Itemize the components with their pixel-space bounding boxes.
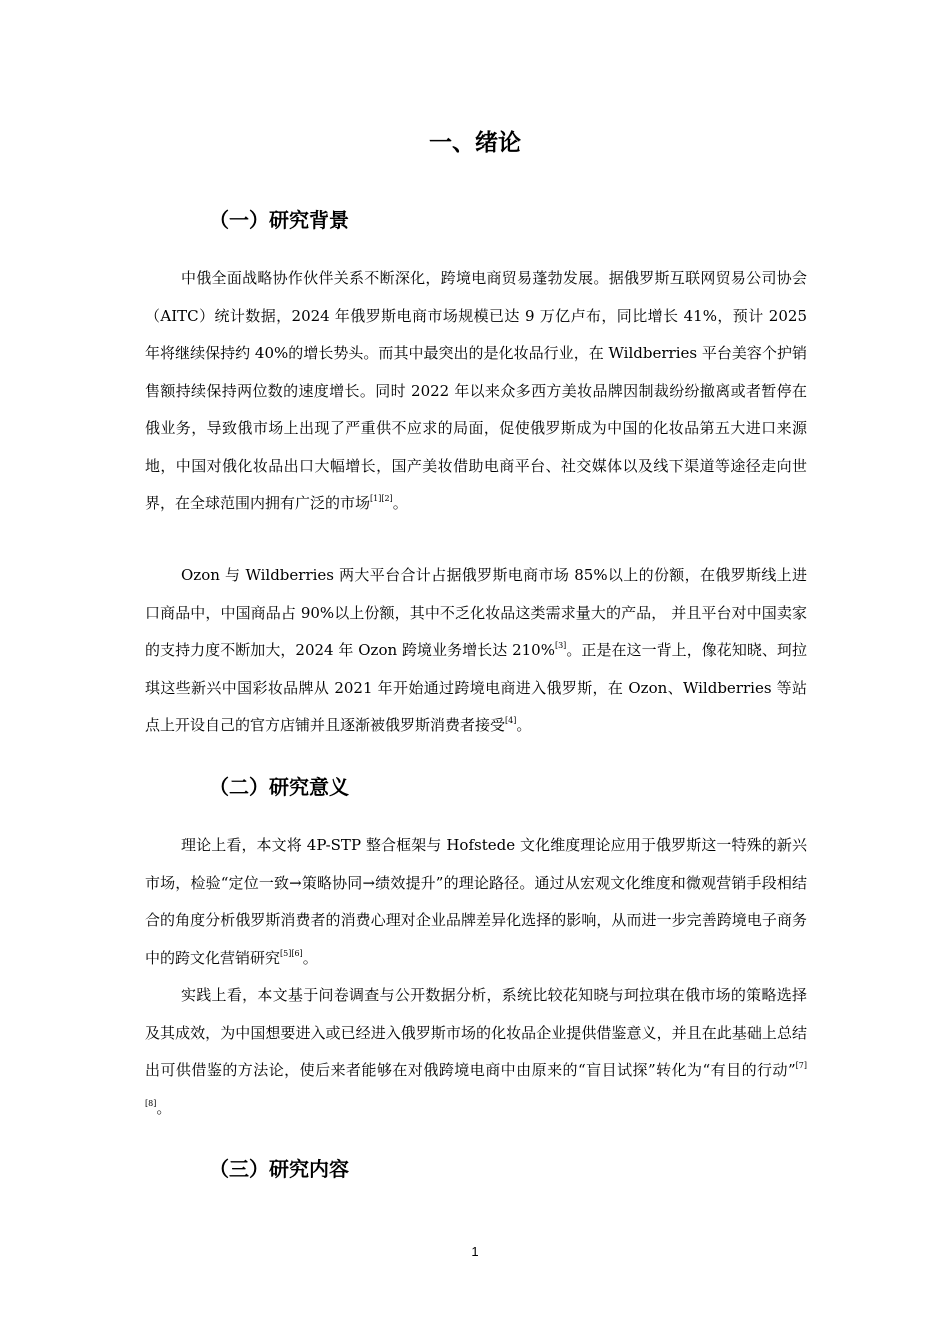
paragraph-text: 实践上看，本文基于问卷调查与公开数据分析，系统比较花知晓与珂拉琪在俄市场的策略选择及其成效，为中国想要进入或已经进入俄罗斯市场的化妆品企业提供借鉴意义，并且在此基础上总结出可供借鉴的方法论，使后来者能够在对俄跨境电商中由原来的“盲目试探”转化为“有目的行动” [145, 986, 807, 1079]
paragraph-tail: 。 [156, 1098, 172, 1117]
paragraph-text: 中俄全面战略协作伙伴关系不断深化，跨境电商贸易蓬勃发展。据俄罗斯互联网贸易公司协会（AITC）统计数据，2024 年俄罗斯电商市场规模已达 9 万亿卢布，同比增长 41%，预计 2025 年将继续保持约 40%的增长势头。而其中最突出的是化妆品行业，在 Wildberries 平台美容个护销售额持续保持两位数的速度增长。同时 2022 年以来众多西方美妆品牌因制裁纷纷撤离或者暂停在俄业务，导致俄市场上出现了严重供不应求的局面，促使俄罗斯成为中国的化妆品第五大进口来源地，中国对俄化妆品出口大幅增长，国产美妆借助电商平台、社交媒体以及线下渠道等途径走向世界，在全球范围内拥有广泛的市场 [145, 269, 807, 512]
section-heading-content: （三）研究内容 [209, 1157, 349, 1181]
chapter-title: 一、绪论 [429, 130, 521, 156]
paragraph-background-1 [145, 260, 807, 523]
section-heading-background: （一）研究背景 [209, 208, 349, 232]
paragraph-tail: 。 [302, 948, 318, 967]
paragraph-background-2 [145, 557, 807, 745]
citation-ref: [7][8] [145, 1061, 807, 1108]
citation-ref: [5][6] [280, 948, 303, 958]
paragraph-tail: 。 [392, 494, 408, 512]
citation-ref: [4] [505, 716, 517, 725]
paragraph-text: Ozon 与 Wildberries 两大平台合计占据俄罗斯电商市场 85%以上的份额，在俄罗斯线上进口商品中，中国商品占 90%以上份额，其中不乏化妆品这类需求量大的产品， 并且平台对中国卖家的支持力度不断加大，2024 年 Ozon 跨境业务增长达 210% [145, 566, 807, 659]
citation-ref: [1][2] [370, 494, 393, 503]
paragraph-tail: 。 [516, 716, 532, 734]
paragraph-text-continued: 。正是在这一背上，像花知晓、珂拉琪这些新兴中国彩妆品牌从 2021 年开始通过跨境电商进入俄罗斯，在 Ozon、Wildberries 等站点上开设自己的官方店铺并且逐渐被俄罗斯消费者接受 [145, 641, 807, 734]
citation-ref: [3] [554, 641, 567, 650]
page-number: 1 [471, 1244, 479, 1259]
paragraph-significance-2 [145, 977, 807, 1127]
section-heading-significance: （二）研究意义 [209, 775, 349, 799]
paragraph-significance-1 [145, 827, 807, 977]
paragraph-text: 理论上看，本文将 4P-STP 整合框架与 Hofstede 文化维度理论应用于俄罗斯这一特殊的新兴市场，检验“定位一致→策略协同→绩效提升”的理论路径。通过从宏观文化维度和微观营销手段相结合的角度分析俄罗斯消费者的消费心理对企业品牌差异化选择的影响，从而进一步完善跨境电子商务中的跨文化营销研究 [145, 836, 807, 967]
